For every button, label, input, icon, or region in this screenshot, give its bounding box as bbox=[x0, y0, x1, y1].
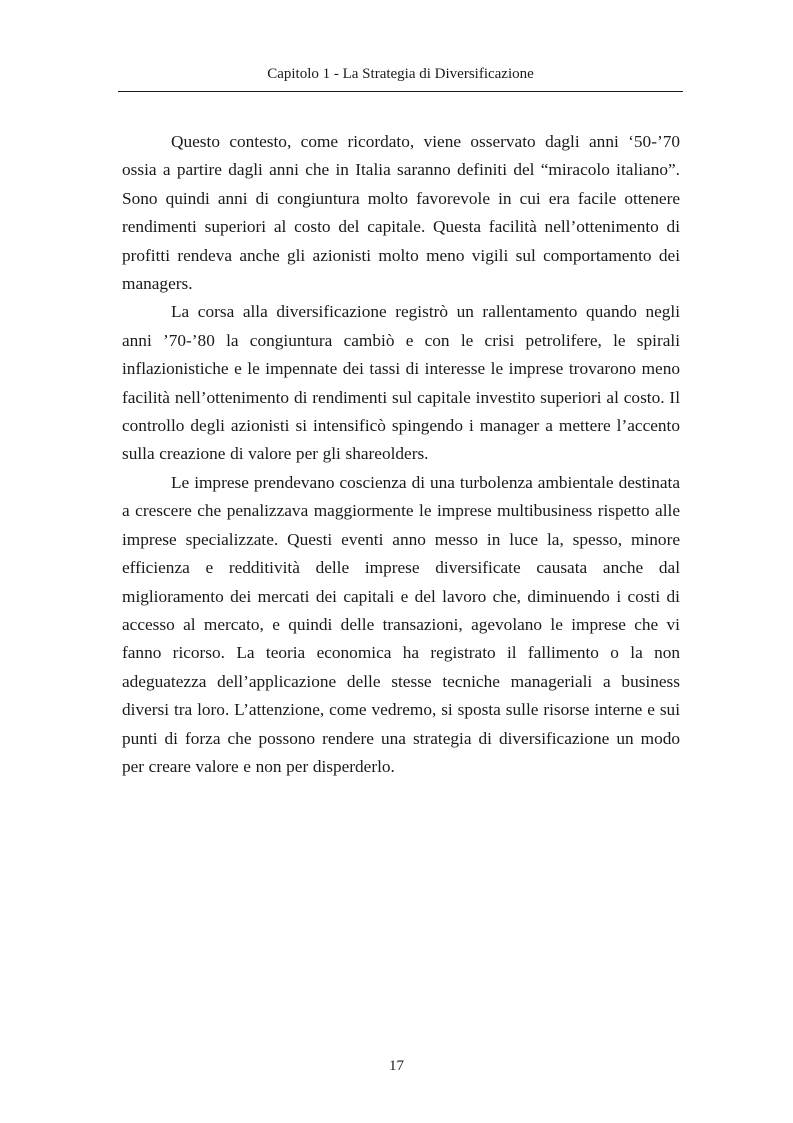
body-text bbox=[122, 128, 680, 781]
page-number: 17 bbox=[389, 1058, 404, 1074]
paragraph: La corsa alla diversificazione registrò un rallentamento quando negli anni ’70-’80 la congiuntura cambiò e con le crisi petrolifere, le spirali inflazionistiche e le impennate dei tassi di interesse le imprese trovarono meno facilità nell’ottenimento di rendimenti sul capitale investito superiori al costo. Il controllo degli azionisti si intensificò spingendo i manager a mettere l’accento sulla creazione di valore per gli shareolders. bbox=[122, 302, 680, 464]
header-divider bbox=[118, 91, 683, 92]
running-header: Capitolo 1 - La Strategia di Diversificazione bbox=[267, 66, 534, 82]
paragraph: Le imprese prendevano coscienza di una turbolenza ambientale destinata a crescere che penalizzava maggiormente le imprese multibusiness rispetto alle imprese specializzate. Questi eventi anno messo in luce la, spesso, minore efficienza e redditività delle imprese diversificate causata anche dal miglioramento dei mercati dei capitali e del lavoro che, diminuendo i costi di accesso al mercato, e quindi delle transazioni, agevolano le imprese che vi fanno ricorso. La teoria economica ha registrato il fallimento o la non adeguatezza dell’applicazione delle stesse tecniche manageriali a business diversi tra loro. L’attenzione, come vedremo, si sposta sulle risorse interne e sui punti di forza che possono rendere una strategia di diversificazione un modo per creare valore e non per disperderlo. bbox=[122, 472, 680, 776]
paragraph: Questo contesto, come ricordato, viene osservato dagli anni ‘50-’70 ossia a partire dagli anni che in Italia saranno definiti del “miracolo italiano”. Sono quindi anni di congiuntura molto favorevole in cui era facile ottenere rendimenti superiori al costo del capitale. Questa facilità nell’ottenimento di profitti rendeva anche gli azionisti molto meno vigili sul comportamento dei managers. bbox=[122, 132, 680, 294]
